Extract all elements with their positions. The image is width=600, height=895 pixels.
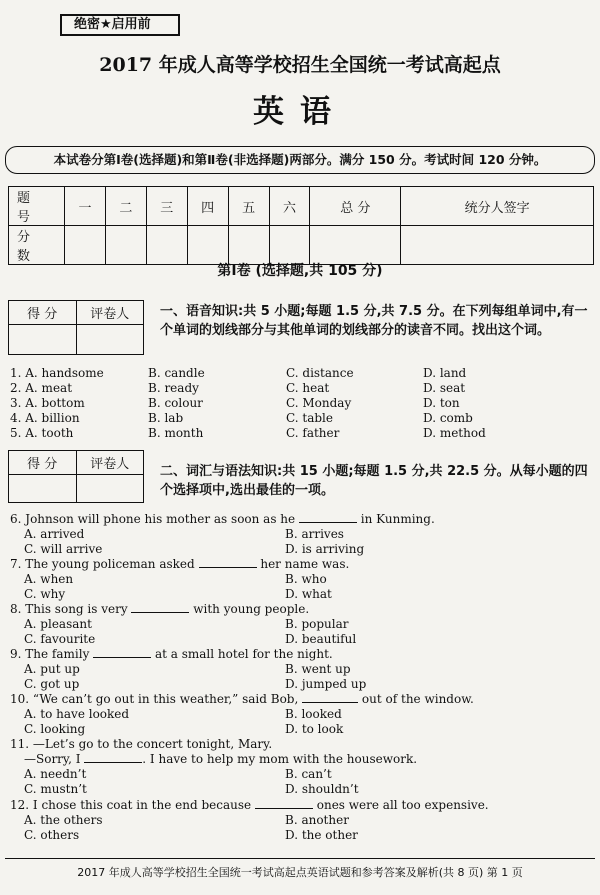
section-1-instructions: 一、语音知识:共 5 小题;每题 1.5 分,共 7.5 分。在下列每组单词中,有一个单词的划线部分与其他单词的划线部分的读音不同。找出这个词。 bbox=[160, 304, 588, 338]
grader-reviewer-blank bbox=[76, 325, 144, 355]
option-text: C. heat bbox=[286, 381, 330, 395]
question-stem: out of the window. bbox=[358, 692, 474, 706]
subject-title: 英语 bbox=[253, 94, 347, 130]
answer-blank bbox=[299, 512, 357, 523]
option-a: A. needn’t bbox=[24, 767, 87, 781]
answer-blank bbox=[131, 602, 189, 613]
grader-score-blank bbox=[9, 475, 77, 503]
exam-notice: 本试卷分第Ⅰ卷(选择题)和第Ⅱ卷(非选择题)两部分。满分 150 分。考试时间 120 分钟。 bbox=[5, 146, 595, 174]
question-stem: ones were all too expensive. bbox=[312, 798, 489, 812]
option-text: 4. A. billion bbox=[10, 411, 80, 425]
list-item bbox=[10, 411, 590, 426]
question-11 bbox=[10, 737, 590, 797]
footer-divider bbox=[5, 858, 595, 859]
section-2-instructions: 二、词汇与语法知识:共 15 小题;每题 1.5 分,共 22.5 分。从每小题的四个选择项中,选出最佳的一项。 bbox=[160, 464, 588, 498]
question-stem: 8. This song is very bbox=[10, 602, 132, 616]
option-a: A. to have looked bbox=[24, 707, 130, 721]
score-table-header-row bbox=[9, 187, 594, 226]
list-item bbox=[10, 396, 590, 411]
option-text: D. seat bbox=[423, 381, 466, 395]
grader-score-label: 得 分 bbox=[9, 451, 77, 475]
option-text: B. ready bbox=[148, 381, 199, 395]
question-9 bbox=[10, 647, 590, 692]
option-c: C. others bbox=[24, 828, 80, 842]
option-a: A. put up bbox=[24, 662, 80, 676]
score-cell bbox=[146, 226, 187, 265]
grader-score-label: 得 分 bbox=[9, 301, 77, 325]
option-b: B. looked bbox=[285, 707, 342, 721]
option-d: D. is arriving bbox=[285, 542, 365, 556]
option-d: D. shouldn’t bbox=[285, 782, 359, 796]
page-footer: 2017 年成人高等学校招生全国统一考试高起点英语试题和参考答案及解析(共 8 页) 第 1 页 bbox=[77, 866, 523, 879]
score-cell bbox=[187, 226, 228, 265]
option-text: B. candle bbox=[148, 366, 205, 380]
score-cell bbox=[310, 226, 401, 265]
grader-reviewer-label: 评卷人 bbox=[76, 451, 144, 475]
answer-blank bbox=[199, 557, 257, 568]
option-a: A. when bbox=[24, 572, 74, 586]
question-12 bbox=[10, 798, 590, 843]
grader-box bbox=[8, 450, 144, 503]
question-stem: with young people. bbox=[189, 602, 310, 616]
confidential-label: 绝密★启用前 bbox=[60, 14, 180, 36]
question-stem: 6. Johnson will phone his mother as soon as he bbox=[10, 512, 299, 526]
option-text: 1. A. handsome bbox=[10, 366, 104, 380]
score-cell bbox=[105, 226, 146, 265]
question-stem: 11. —Let’s go to the concert tonight, Mary. bbox=[10, 737, 273, 751]
score-table-value-row bbox=[9, 226, 594, 265]
option-text: C. Monday bbox=[286, 396, 352, 410]
score-cell bbox=[65, 226, 106, 265]
option-text: B. lab bbox=[148, 411, 184, 425]
grader-box bbox=[8, 300, 144, 355]
question-6 bbox=[10, 512, 590, 557]
question-8 bbox=[10, 602, 590, 647]
option-text: D. comb bbox=[423, 411, 473, 425]
score-cell: 分 数 bbox=[9, 226, 65, 265]
option-d: D. to look bbox=[285, 722, 344, 736]
score-cell: 二 bbox=[105, 187, 146, 226]
score-cell: 统分人签字 bbox=[401, 187, 594, 226]
option-d: D. beautiful bbox=[285, 632, 357, 646]
option-text: D. ton bbox=[423, 396, 460, 410]
option-c: C. why bbox=[24, 587, 66, 601]
option-text: D. land bbox=[423, 366, 467, 380]
score-cell bbox=[228, 226, 269, 265]
option-d: D. the other bbox=[285, 828, 358, 842]
score-cell bbox=[401, 226, 594, 265]
list-item bbox=[10, 366, 590, 381]
option-b: B. went up bbox=[285, 662, 351, 676]
question-stem: —Sorry, I bbox=[24, 752, 85, 766]
question-stem: her name was. bbox=[256, 557, 350, 571]
grader-reviewer-blank bbox=[76, 475, 144, 503]
score-cell bbox=[269, 226, 310, 265]
option-b: B. arrives bbox=[285, 527, 344, 541]
option-text: B. month bbox=[148, 426, 204, 440]
option-text: C. table bbox=[286, 411, 333, 425]
score-cell: 一 bbox=[65, 187, 106, 226]
option-b: B. who bbox=[285, 572, 327, 586]
option-text: C. father bbox=[286, 426, 340, 440]
option-a: A. arrived bbox=[24, 527, 85, 541]
option-text: 3. A. bottom bbox=[10, 396, 85, 410]
grader-reviewer-label: 评卷人 bbox=[76, 301, 144, 325]
grader-score-blank bbox=[9, 325, 77, 355]
option-c: C. will arrive bbox=[24, 542, 103, 556]
option-d: D. what bbox=[285, 587, 332, 601]
answer-blank bbox=[255, 798, 313, 809]
option-text: 2. A. meat bbox=[10, 381, 73, 395]
option-c: C. favourite bbox=[24, 632, 96, 646]
score-cell: 总 分 bbox=[310, 187, 401, 226]
score-cell: 五 bbox=[228, 187, 269, 226]
option-a: A. pleasant bbox=[24, 617, 92, 631]
option-b: B. can’t bbox=[285, 767, 332, 781]
option-text: B. colour bbox=[148, 396, 203, 410]
list-item bbox=[10, 426, 590, 441]
option-text: C. distance bbox=[286, 366, 354, 380]
question-stem: 12. I chose this coat in the end because bbox=[10, 798, 255, 812]
score-cell: 题 号 bbox=[9, 187, 65, 226]
question-stem: 10. “We can’t go out in this weather,” said Bob, bbox=[10, 692, 303, 706]
option-a: A. the others bbox=[24, 813, 103, 827]
answer-blank bbox=[93, 647, 151, 658]
question-7 bbox=[10, 557, 590, 602]
answer-blank bbox=[84, 752, 142, 763]
score-cell: 六 bbox=[269, 187, 310, 226]
question-stem: in Kunming. bbox=[356, 512, 435, 526]
score-cell: 三 bbox=[146, 187, 187, 226]
option-d: D. jumped up bbox=[285, 677, 367, 691]
part-1-title: 第Ⅰ卷 (选择题,共 105 分) bbox=[217, 263, 383, 279]
option-c: C. looking bbox=[24, 722, 86, 736]
answer-blank bbox=[302, 692, 358, 703]
option-c: C. got up bbox=[24, 677, 80, 691]
score-cell: 四 bbox=[187, 187, 228, 226]
option-c: C. mustn’t bbox=[24, 782, 87, 796]
question-stem: . I have to help my mom with the housework. bbox=[142, 752, 418, 766]
option-b: B. another bbox=[285, 813, 349, 827]
option-text: D. method bbox=[423, 426, 486, 440]
question-stem: at a small hotel for the night. bbox=[151, 647, 333, 661]
question-stem: 7. The young policeman asked bbox=[10, 557, 199, 571]
option-text: 5. A. tooth bbox=[10, 426, 74, 440]
list-item bbox=[10, 381, 590, 396]
option-b: B. popular bbox=[285, 617, 349, 631]
exam-title: 2017 年成人高等学校招生全国统一考试高起点 bbox=[99, 54, 501, 76]
score-table bbox=[8, 186, 594, 265]
question-10 bbox=[10, 692, 590, 737]
question-stem: 9. The family bbox=[10, 647, 94, 661]
